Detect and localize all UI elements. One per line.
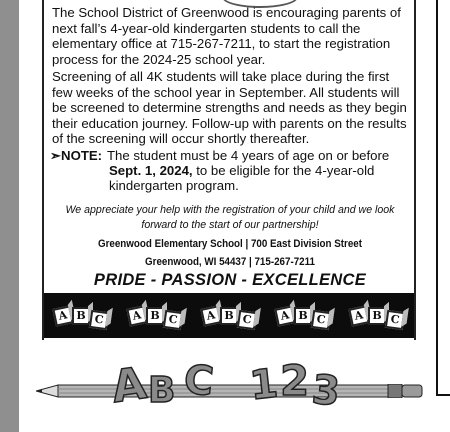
abc-block-set: [54, 307, 108, 325]
left-margin-bar: [0, 0, 19, 432]
letter-block: A: [348, 305, 369, 326]
abc-blocks-band: [44, 293, 414, 338]
letter-block: B: [146, 307, 164, 325]
registration-notice: [42, 0, 416, 340]
letter-block: C: [311, 309, 331, 329]
letter-block: B: [72, 307, 90, 325]
letter-block: B: [294, 307, 312, 325]
art-letter-c: C: [181, 356, 216, 406]
abc-block-set: [128, 307, 182, 325]
art-letter-b: B: [148, 370, 176, 411]
letter-block: A: [200, 305, 221, 326]
note-line-1: The student must be 4 years of age on or before: [107, 148, 390, 163]
appreciation-line-2: forward to the start of our partnership!: [141, 218, 319, 231]
intro-paragraph: The School District of Greenwood is encouraging parents of next fall’s 4-year-old kindergarten students to call the elementary office at 715-267-7211, to start the registration process for the 2024-25 school year.: [52, 5, 401, 67]
note-date: Sept. 1, 2024,: [109, 163, 193, 178]
letter-block: B: [368, 307, 386, 325]
note-label: ➣NOTE:: [50, 148, 103, 163]
school-motto: PRIDE - PASSION - EXCELLENCE: [93, 271, 367, 289]
appreciation-message: [52, 203, 408, 232]
letter-block: B: [220, 307, 238, 325]
note-line-2-text: to be eligible for the 4-year-old: [192, 163, 375, 178]
note-line-3: kindergarten program.: [109, 178, 239, 193]
screening-paragraph: Screening of all 4K students will take place during the first few weeks of the school year in September. All students will be screened to determine strengths and needs as they begin their education journey. Follow-up with parents on the results of the screening will occur shortly thereafter.: [52, 69, 407, 147]
letter-block: A: [126, 305, 147, 326]
right-border-foot: [436, 394, 450, 396]
letter-block: C: [237, 309, 257, 329]
art-letter-a: A: [108, 357, 150, 414]
school-city-phone: Greenwood, WI 54437 | 715-267-7211: [145, 256, 315, 268]
art-number-3: 3: [310, 366, 342, 416]
letter-block: A: [274, 305, 295, 326]
letter-block: C: [385, 309, 405, 329]
school-address: Greenwood Elementary School | 700 East Division Street: [97, 238, 363, 250]
abc-block-set: [202, 307, 256, 325]
eligibility-note: [50, 148, 410, 193]
abc-123-pencil-art: [36, 356, 426, 418]
letter-block: A: [52, 305, 73, 326]
note-line-2: [50, 163, 410, 178]
abc-block-set: [276, 307, 330, 325]
art-number-1: 1: [247, 360, 281, 410]
pencil-icon: [36, 384, 424, 398]
art-number-2: 2: [280, 356, 310, 405]
abc-block-set: [350, 307, 404, 325]
appreciation-line-1: We appreciate your help with the registration of your child and we look: [65, 204, 395, 216]
right-border-rule: [436, 0, 438, 396]
letter-block: C: [163, 309, 183, 329]
letter-block: C: [89, 309, 109, 329]
